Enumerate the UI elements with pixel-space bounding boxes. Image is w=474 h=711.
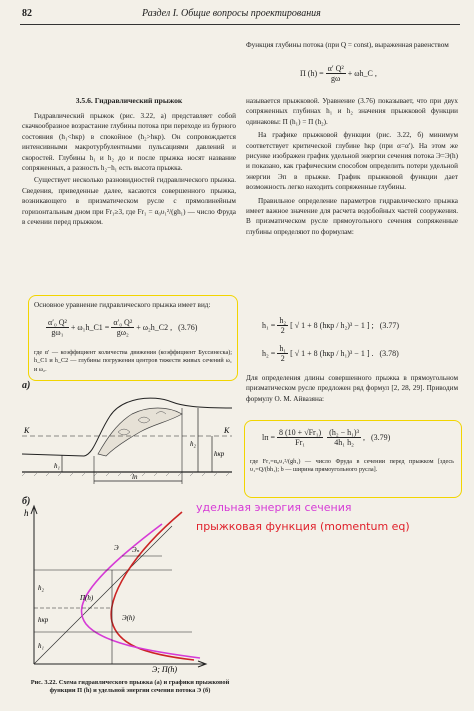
equation-term: [ √ 1 + 8 (hкр / h₁)³ − 1 ] . xyxy=(290,349,374,358)
label-K: K xyxy=(24,426,30,435)
equation-3-78 xyxy=(262,344,399,363)
hydraulic-jump-diagram xyxy=(22,384,236,490)
numerator: h₂ xyxy=(279,316,287,325)
equation-number: (3.79) xyxy=(370,433,391,442)
page-number: 82 xyxy=(22,8,32,19)
equation-3-79 xyxy=(262,428,390,447)
label-E-loss: Эₙ xyxy=(132,546,140,554)
equation-term: h₂ = xyxy=(262,349,276,358)
equation-3-76 xyxy=(44,318,197,337)
label-Pi-h: П(h) xyxy=(80,594,94,602)
denominator: Fr₁ xyxy=(295,438,306,447)
annotation-specific-energy: удельная энергия сечения xyxy=(196,501,352,514)
fraction xyxy=(327,428,361,447)
equation-term: + ω₁h_C1 = xyxy=(70,323,110,332)
paragraph: Функция глубины потока (при Q = const), выраженная равенством xyxy=(246,41,449,49)
equation-term: [ √ 1 + 8 (hкр / h₂)³ − 1 ] ; xyxy=(290,321,374,330)
paragraph: Правильное определение параметров гидравлического прыжка имеет важное значение для расчета водобойных частей сооружения. В призматическом русле прямоугольного сечения сопряженные глубины определяют по формулам: xyxy=(246,196,458,236)
bed-hatching xyxy=(22,472,230,476)
figure-b-label: б) xyxy=(22,496,31,507)
equation-term: h₁ = xyxy=(262,321,276,330)
numerator: α′₀ Q² xyxy=(48,318,67,327)
fraction xyxy=(277,316,288,335)
momentum-function-curve xyxy=(111,512,194,660)
equation-number: (3.77) xyxy=(379,321,400,330)
paragraph: Существует несколько разновидностей гидравлического прыжка. Сведения, приведенные далее, касаются совершенного прыжка, возникающего в призматическом русле с прямолинейным горизонтальным дном при Fr₁≥3, где Fr₁ = α₀υ₁²/(gh₁) — число Фруда в сечении перед прыжком. xyxy=(22,176,236,227)
label-h2: h₂ xyxy=(38,584,44,592)
fraction xyxy=(277,428,323,447)
equation-term: + ωh_C , xyxy=(347,69,377,78)
equation-number: (3.76) xyxy=(178,323,198,332)
label-ln: lп xyxy=(132,473,138,481)
numerator: (h₂ − h₁)³ xyxy=(329,428,359,437)
annotation-momentum-function: прыжковая функция (momentum eq) xyxy=(196,520,410,533)
energy-momentum-chart xyxy=(22,504,212,674)
label-hkp: hкр xyxy=(38,616,49,624)
equation-3-77 xyxy=(262,316,399,335)
denominator: 4h₁ h₂ xyxy=(334,438,354,447)
equation-term: + ω₂h_C2 , xyxy=(136,323,173,332)
label-h1: h₁ xyxy=(54,462,60,470)
equation-term: П (h) = xyxy=(300,69,324,78)
label-E-h: Э(h) xyxy=(122,614,135,622)
paragraph: Основное уравнение гидравлического прыжка имеет вид: xyxy=(34,301,211,309)
label-hkp: hкр xyxy=(214,450,225,458)
equation-momentum-function xyxy=(300,64,377,83)
denominator: gω xyxy=(331,74,341,83)
numerator: h₁ xyxy=(279,344,287,353)
figure-a-label: а) xyxy=(22,380,31,391)
numerator: α′₀ Q² xyxy=(113,318,133,327)
specific-energy-curve xyxy=(82,524,200,658)
axis-label-h: h xyxy=(24,508,29,518)
left-text-block xyxy=(22,111,236,227)
label-h2: h₂ xyxy=(190,440,196,448)
paragraph: называется прыжковой. Уравнение (3.76) показывает, что при двух сопряженных глубинах h₁ и h₂ значения прыжковой функции одинаковы: П (h₁) = П (h₂). xyxy=(246,97,458,126)
running-title: Раздел I. Общие вопросы проектирования xyxy=(142,8,321,19)
equation-term: lп = xyxy=(262,433,276,442)
header-rule xyxy=(20,24,460,25)
numerator: α′ Q² xyxy=(327,64,344,73)
equation-term: , xyxy=(362,433,365,442)
paragraph: Для определения длины совершенного прыжка в прямоугольном призматическом русле предложен ряд формул [2, 28, 29]. Приводим формулу О. М. Айвазяна: xyxy=(246,374,458,403)
asymptote-line xyxy=(34,526,172,664)
numerator: 8 (10 + √Fr₁) xyxy=(279,428,322,437)
denominator: 2 xyxy=(280,354,285,363)
paragraph: На графике прыжковой функции (рис. 3.22, б) минимум соответствует критической глубине hкр (при α=α′). На этом же рисунке изображен график удельной энергии сечения потока Э=Э(h) и показано, как графическим способом определить потери удельной энергии Эп в прыжке. График прыжковой функции дает возможность легко находить сопряженные глубины. xyxy=(246,131,458,192)
paragraph: где α′ — коэффициент количества движения (коэффициент Буссинеска); h_C1 и h_C2 — глубины погружения центров тяжести живых сечений ω₁ и ω₂. xyxy=(34,349,232,373)
label-K2: K xyxy=(224,426,230,435)
equation-number: (3.78) xyxy=(379,349,399,358)
fraction xyxy=(277,344,288,363)
section-title: 3.5.6. Гидравлический прыжок xyxy=(75,96,183,105)
fraction xyxy=(111,318,134,337)
fraction xyxy=(46,318,69,337)
paragraph: где Fr₁=α₀υ₁²/(gh₁) — число Фруда в сечении перед прыжком [здесь υ₁=Q/(bh₁); b — ширина прямоугольного русла]. xyxy=(250,458,454,474)
denominator: 2 xyxy=(280,326,285,335)
right-text-block xyxy=(246,96,458,237)
denominator: gω₂ xyxy=(116,328,129,337)
denominator: gω₁ xyxy=(51,328,64,337)
figure-caption: Рис. 3.22. Схема гидравлического прыжка (а) и графики прыжковой функции П (h) и удельной энергии сечения потока Э (б) xyxy=(30,679,230,695)
label-h1: h₁ xyxy=(38,642,44,650)
axis-label-E-Pi: Э; П(h) xyxy=(152,665,178,674)
fraction xyxy=(326,64,346,83)
paragraph: Гидравлический прыжок (рис. 3.22, а) представляет собой скачкообразное возрастание глубины потока при переходе из бурного состояния (h₁<hкр) в спокойное (h₂>hкр). Он сопровождается интенсивными макротурбулентными пульсациями давлений и скоростей. Глубины h₁ и h₂ до и после прыжка носят название сопряженных, а разность h₂−h₁ есть высота прыжка. xyxy=(22,112,236,173)
label-E: Э xyxy=(114,544,119,552)
